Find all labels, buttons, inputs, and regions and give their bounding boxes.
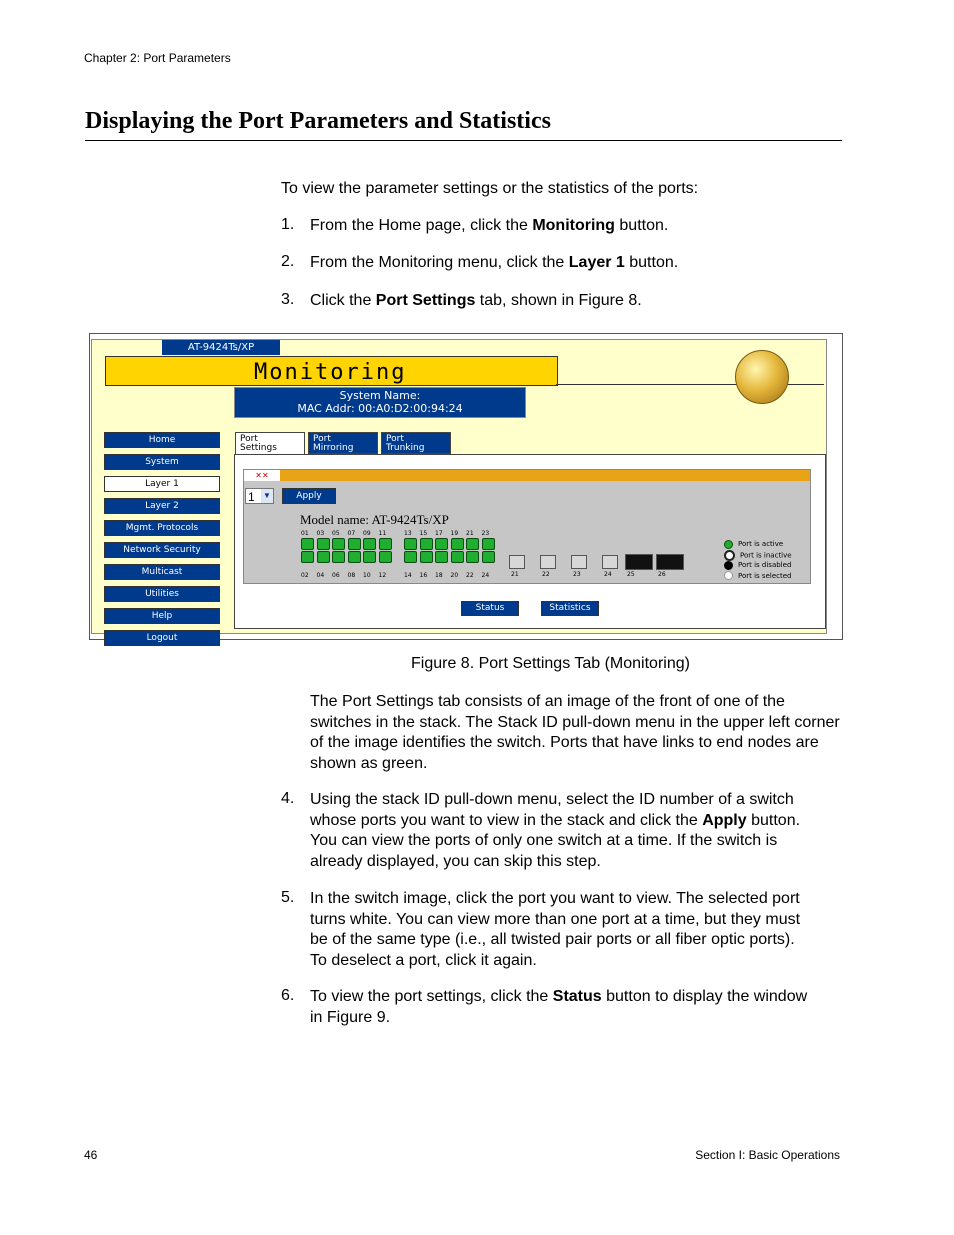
port-settings-panel xyxy=(234,454,826,629)
port-16[interactable] xyxy=(420,551,433,563)
chevron-down-icon: ▼ xyxy=(261,489,273,503)
footer-section: Section I: Basic Operations xyxy=(695,1148,840,1162)
step-6-text: To view the port settings, click the Status button to display the window in Figure 9. xyxy=(310,988,808,1026)
port-26-fiber[interactable] xyxy=(656,554,684,570)
port-label: 10 xyxy=(363,572,371,579)
port-label: 19 xyxy=(450,530,459,537)
switch-top-strip xyxy=(244,470,810,481)
monitoring-banner xyxy=(105,356,558,386)
port-label: 14 xyxy=(404,572,412,579)
port-label: 16 xyxy=(419,572,428,579)
title-divider xyxy=(85,140,842,141)
port-label: 25 xyxy=(627,571,635,578)
port-25-fiber[interactable] xyxy=(625,554,653,570)
port-label: 01 xyxy=(301,530,309,537)
port-label: 04 xyxy=(316,572,325,579)
port-label: 18 xyxy=(435,572,443,579)
port-label: 21 xyxy=(511,571,519,578)
port-22-alt[interactable] xyxy=(540,555,556,569)
nav-logout-button[interactable]: Logout xyxy=(104,630,220,646)
legend-selected: Port is selected xyxy=(724,571,792,582)
section-title: Displaying the Port Parameters and Statistics xyxy=(85,108,551,134)
port-06[interactable] xyxy=(332,551,345,563)
figure-caption: Figure 8. Port Settings Tab (Monitoring) xyxy=(411,655,690,672)
port-18[interactable] xyxy=(435,551,448,563)
nav-home-button[interactable]: Home xyxy=(104,432,220,448)
port-24[interactable] xyxy=(482,551,495,563)
port-02[interactable] xyxy=(301,551,314,563)
model-tab: AT-9424Ts/XP xyxy=(162,340,280,355)
tab-port-trunking[interactable]: Port Trunking xyxy=(381,432,451,454)
monitoring-app xyxy=(91,339,827,643)
step-2-text: From the Monitoring menu, click the Layer 1 button. xyxy=(310,254,679,271)
mac-address: MAC Addr: 00:A0:D2:00:94:24 xyxy=(297,402,463,415)
port-21-alt[interactable] xyxy=(509,555,525,569)
port-label: 23 xyxy=(573,571,581,578)
step-1-number: 1. xyxy=(281,216,295,233)
port-label: 03 xyxy=(316,530,325,537)
port-label: 20 xyxy=(450,572,459,579)
status-button[interactable]: Status xyxy=(461,601,519,616)
statistics-button[interactable]: Statistics xyxy=(541,601,599,616)
nav-system-button[interactable]: System xyxy=(104,454,220,470)
nav-layer2-button[interactable]: Layer 2 xyxy=(104,498,220,514)
legend-active: Port is active xyxy=(724,539,792,550)
port-label: 08 xyxy=(347,572,356,579)
globe-logo-icon xyxy=(735,350,789,404)
port-label: 23 xyxy=(481,530,490,537)
port-label: 12 xyxy=(378,572,387,579)
legend-disabled: Port is disabled xyxy=(724,560,792,571)
port-22[interactable] xyxy=(466,551,479,563)
step-1-text: From the Home page, click the Monitoring button. xyxy=(310,217,669,234)
step-6-number: 6. xyxy=(281,987,295,1004)
port-23-alt[interactable] xyxy=(571,555,587,569)
step-3-number: 3. xyxy=(281,291,295,308)
port-label: 24 xyxy=(481,572,490,579)
port-08[interactable] xyxy=(348,551,361,563)
port-label: 11 xyxy=(378,530,387,537)
switch-model-name: Model name: AT-9424Ts/XP xyxy=(300,512,449,527)
step-2-number: 2. xyxy=(281,253,295,270)
port-label: 13 xyxy=(404,530,412,537)
apply-button[interactable]: Apply xyxy=(282,488,336,504)
nav-mgmt-protocols-button[interactable]: Mgmt. Protocols xyxy=(104,520,220,536)
nav-help-button[interactable]: Help xyxy=(104,608,220,624)
intro-text: To view the parameter settings or the statistics of the ports: xyxy=(281,180,699,197)
port-05[interactable] xyxy=(332,538,345,550)
port-label: 02 xyxy=(301,572,309,579)
port-07[interactable] xyxy=(348,538,361,550)
port-09[interactable] xyxy=(363,538,376,550)
port-label: 07 xyxy=(347,530,356,537)
port-03[interactable] xyxy=(317,538,330,550)
port-04[interactable] xyxy=(317,551,330,563)
port-17[interactable] xyxy=(435,538,448,550)
port-15[interactable] xyxy=(420,538,433,550)
port-label: 22 xyxy=(466,572,474,579)
port-legend xyxy=(724,539,792,581)
port-19[interactable] xyxy=(451,538,464,550)
port-label: 09 xyxy=(363,530,371,537)
step-4-text: Using the stack ID pull-down menu, select the ID number of a switch whose ports you want to view in the stack and click the Apply button. You can view the ports of only one switch at a time. If the switch is already displayed, you can skip this step. xyxy=(310,791,801,870)
port-14[interactable] xyxy=(404,551,417,563)
port-01[interactable] xyxy=(301,538,314,550)
nav-utilities-button[interactable]: Utilities xyxy=(104,586,220,602)
stack-id-select[interactable]: 1 ▼ xyxy=(245,488,274,504)
port-label: 05 xyxy=(332,530,340,537)
port-label: 24 xyxy=(604,571,612,578)
port-20[interactable] xyxy=(451,551,464,563)
port-label: 26 xyxy=(658,571,666,578)
tab-port-mirroring[interactable]: Port Mirroring xyxy=(308,432,378,454)
step-5-text: In the switch image, click the port you want to view. The selected port turns white. You can view more than one port at a time, but they must be of the same type (i.e., all twisted pair ports or all fiber optic ports). To deselect a port, click it again. xyxy=(310,890,801,969)
port-10[interactable] xyxy=(363,551,376,563)
step-4-number: 4. xyxy=(281,790,295,807)
system-info xyxy=(234,387,526,418)
tab-port-settings[interactable]: Port Settings xyxy=(235,432,305,456)
vendor-logo-icon: ✕✕ xyxy=(244,470,280,481)
port-13[interactable] xyxy=(404,538,417,550)
port-label: 17 xyxy=(435,530,443,537)
port-24-alt[interactable] xyxy=(602,555,618,569)
figure-8-screenshot xyxy=(89,333,843,643)
page-number: 46 xyxy=(84,1148,98,1162)
port-label: 21 xyxy=(466,530,474,537)
port-11[interactable] xyxy=(379,538,392,550)
switch-image xyxy=(243,469,811,584)
legend-inactive: Port is inactive xyxy=(724,550,792,561)
nav-menu xyxy=(104,432,220,652)
step-3-text: Click the Port Settings tab, shown in Figure 8. xyxy=(310,292,642,309)
step-5-number: 5. xyxy=(281,889,295,906)
port-label: 15 xyxy=(419,530,428,537)
port-23[interactable] xyxy=(482,538,495,550)
port-label: 22 xyxy=(542,571,550,578)
running-header: Chapter 2: Port Parameters xyxy=(84,51,231,65)
description-paragraph: The Port Settings tab consists of an image of the front of one of the switches in the stack. The Stack ID pull-down menu in the upper left corner of the image identifies the switch. Ports that have links to end nodes are shown as green. xyxy=(310,693,840,772)
port-12[interactable] xyxy=(379,551,392,563)
port-21[interactable] xyxy=(466,538,479,550)
nav-multicast-button[interactable]: Multicast xyxy=(104,564,220,580)
nav-layer1-button[interactable]: Layer 1 xyxy=(104,476,220,492)
port-label: 06 xyxy=(332,572,340,579)
system-name: System Name: xyxy=(339,389,421,402)
banner-title: Monitoring xyxy=(254,360,407,385)
nav-network-security-button[interactable]: Network Security xyxy=(104,542,220,558)
